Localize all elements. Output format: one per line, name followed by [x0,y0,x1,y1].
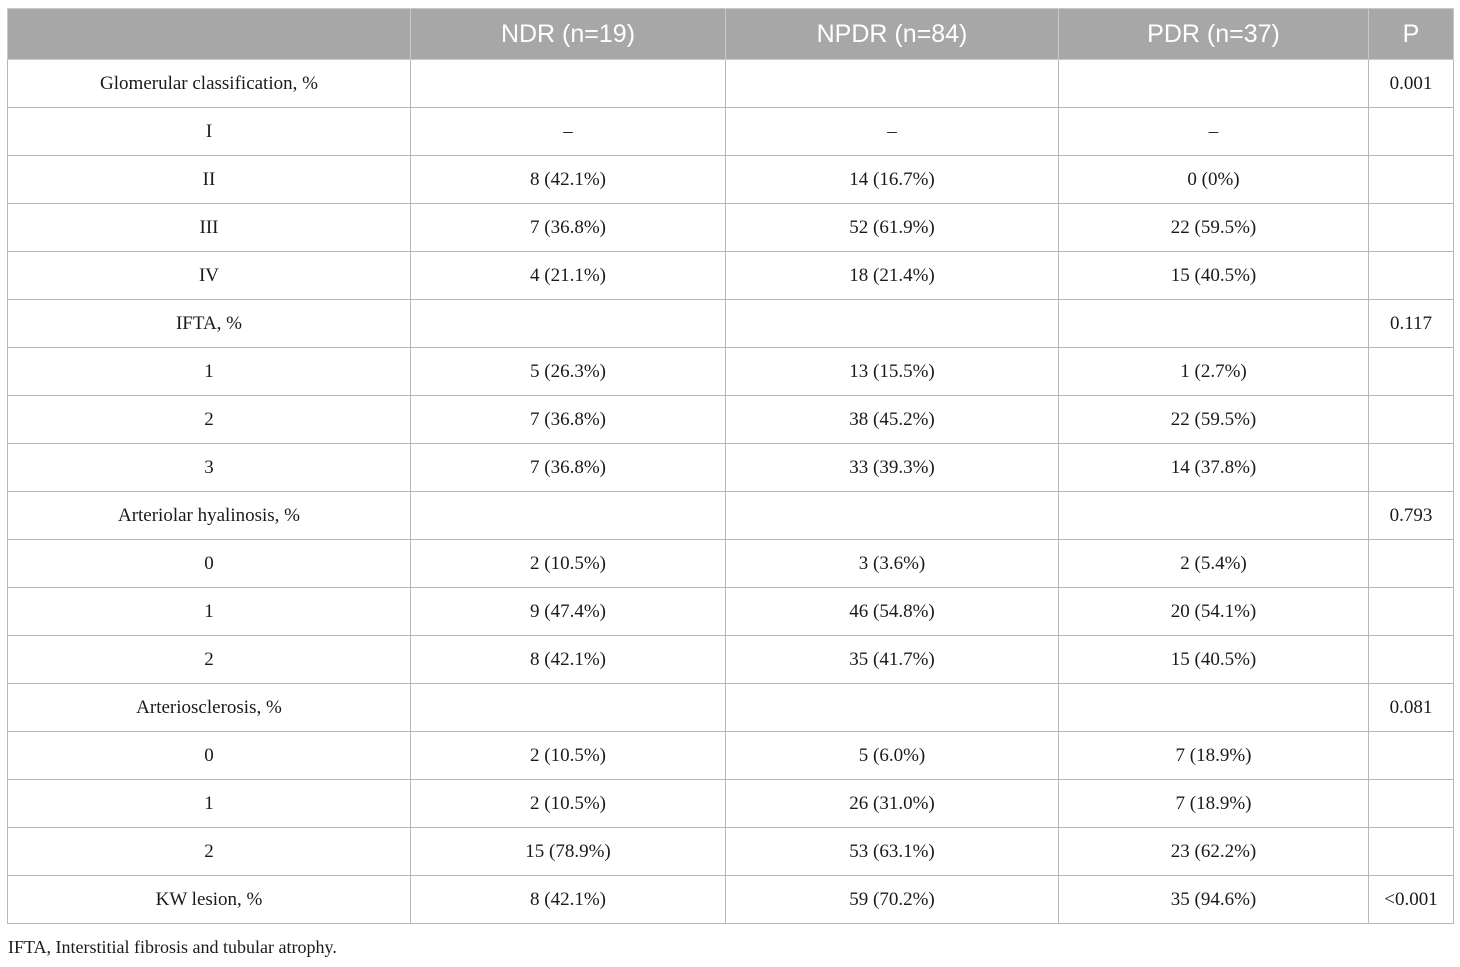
table-cell: 35 (94.6%) [1059,876,1369,924]
table-cell: 20 (54.1%) [1059,588,1369,636]
row-label-cell: KW lesion, % [8,876,411,924]
table-cell: 14 (37.8%) [1059,444,1369,492]
table-footnote: IFTA, Interstitial fibrosis and tubular atrophy. [8,937,337,957]
table-cell: 5 (26.3%) [411,348,726,396]
table-cell: 8 (42.1%) [411,156,726,204]
table-cell: – [726,108,1059,156]
row-label-cell: I [8,108,411,156]
table-row [8,540,1454,588]
table-cell: 2 (10.5%) [411,540,726,588]
table-row [8,684,1454,732]
table-row [8,636,1454,684]
table-row [8,780,1454,828]
header-row [8,9,1454,60]
header-cell: NPDR (n=84) [726,9,1059,60]
p-value-cell: 0.081 [1369,684,1454,732]
header-cell: PDR (n=37) [1059,9,1369,60]
p-value-cell [1369,396,1454,444]
table-row [8,108,1454,156]
table-row [8,492,1454,540]
table-cell: 2 (10.5%) [411,732,726,780]
row-label-cell: 2 [8,396,411,444]
table-row [8,348,1454,396]
table-cell [411,684,726,732]
row-label-cell: 3 [8,444,411,492]
table-cell: 1 (2.7%) [1059,348,1369,396]
table-cell [1059,300,1369,348]
row-label-cell: 1 [8,348,411,396]
row-label-cell: III [8,204,411,252]
table-row [8,396,1454,444]
row-label-cell: 0 [8,732,411,780]
row-label-cell: Arteriosclerosis, % [8,684,411,732]
row-label-cell: 1 [8,780,411,828]
table-cell: 14 (16.7%) [726,156,1059,204]
table-cell: 13 (15.5%) [726,348,1059,396]
p-value-cell: 0.117 [1369,300,1454,348]
table-cell: 5 (6.0%) [726,732,1059,780]
table-cell: 22 (59.5%) [1059,204,1369,252]
table-cell: – [411,108,726,156]
row-label-cell: 1 [8,588,411,636]
row-label-cell: 0 [8,540,411,588]
table-row [8,252,1454,300]
table-cell: 7 (36.8%) [411,204,726,252]
table-row [8,60,1454,108]
header-cell: NDR (n=19) [411,9,726,60]
p-value-cell: <0.001 [1369,876,1454,924]
table-cell [411,300,726,348]
table-cell: 4 (21.1%) [411,252,726,300]
table-cell: 2 (5.4%) [1059,540,1369,588]
table-cell: 33 (39.3%) [726,444,1059,492]
table-row [8,732,1454,780]
table-cell: 15 (40.5%) [1059,252,1369,300]
table-cell: 26 (31.0%) [726,780,1059,828]
table-row [8,444,1454,492]
table-cell: 18 (21.4%) [726,252,1059,300]
table-cell: 8 (42.1%) [411,876,726,924]
p-value-cell [1369,348,1454,396]
p-value-cell: 0.793 [1369,492,1454,540]
table-cell: 7 (18.9%) [1059,780,1369,828]
table-row [8,300,1454,348]
table-cell: 46 (54.8%) [726,588,1059,636]
row-label-cell: 2 [8,828,411,876]
table-cell [1059,60,1369,108]
table-cell: 0 (0%) [1059,156,1369,204]
table-body [8,60,1454,924]
table-cell: 7 (18.9%) [1059,732,1369,780]
p-value-cell [1369,588,1454,636]
table-row [8,828,1454,876]
row-label-cell: IFTA, % [8,300,411,348]
p-value-cell [1369,636,1454,684]
header-cell: P [1369,9,1454,60]
table-row [8,156,1454,204]
p-value-cell [1369,204,1454,252]
table-cell: 23 (62.2%) [1059,828,1369,876]
row-label-cell: 2 [8,636,411,684]
table-cell [411,60,726,108]
table-cell: 15 (78.9%) [411,828,726,876]
table-cell: 7 (36.8%) [411,444,726,492]
row-label-cell: IV [8,252,411,300]
table-row [8,588,1454,636]
table-cell: 53 (63.1%) [726,828,1059,876]
table-cell: 59 (70.2%) [726,876,1059,924]
table-cell [411,492,726,540]
table-cell: 7 (36.8%) [411,396,726,444]
table-cell: 52 (61.9%) [726,204,1059,252]
p-value-cell [1369,540,1454,588]
p-value-cell [1369,780,1454,828]
table-cell: 22 (59.5%) [1059,396,1369,444]
table-cell [726,684,1059,732]
table-cell [726,60,1059,108]
data-table [7,8,1454,924]
row-label-cell: Glomerular classification, % [8,60,411,108]
header-cell [8,9,411,60]
table-cell: 2 (10.5%) [411,780,726,828]
p-value-cell: 0.001 [1369,60,1454,108]
row-label-cell: II [8,156,411,204]
table-cell: – [1059,108,1369,156]
table-cell: 15 (40.5%) [1059,636,1369,684]
table-cell [1059,492,1369,540]
table-cell [726,492,1059,540]
p-value-cell [1369,108,1454,156]
p-value-cell [1369,156,1454,204]
table-row [8,876,1454,924]
table-row [8,204,1454,252]
table-cell: 3 (3.6%) [726,540,1059,588]
p-value-cell [1369,732,1454,780]
table-cell: 38 (45.2%) [726,396,1059,444]
row-label-cell: Arteriolar hyalinosis, % [8,492,411,540]
table-cell: 35 (41.7%) [726,636,1059,684]
p-value-cell [1369,444,1454,492]
p-value-cell [1369,252,1454,300]
table-cell: 9 (47.4%) [411,588,726,636]
table-cell [726,300,1059,348]
table-cell [1059,684,1369,732]
p-value-cell [1369,828,1454,876]
table-cell: 8 (42.1%) [411,636,726,684]
